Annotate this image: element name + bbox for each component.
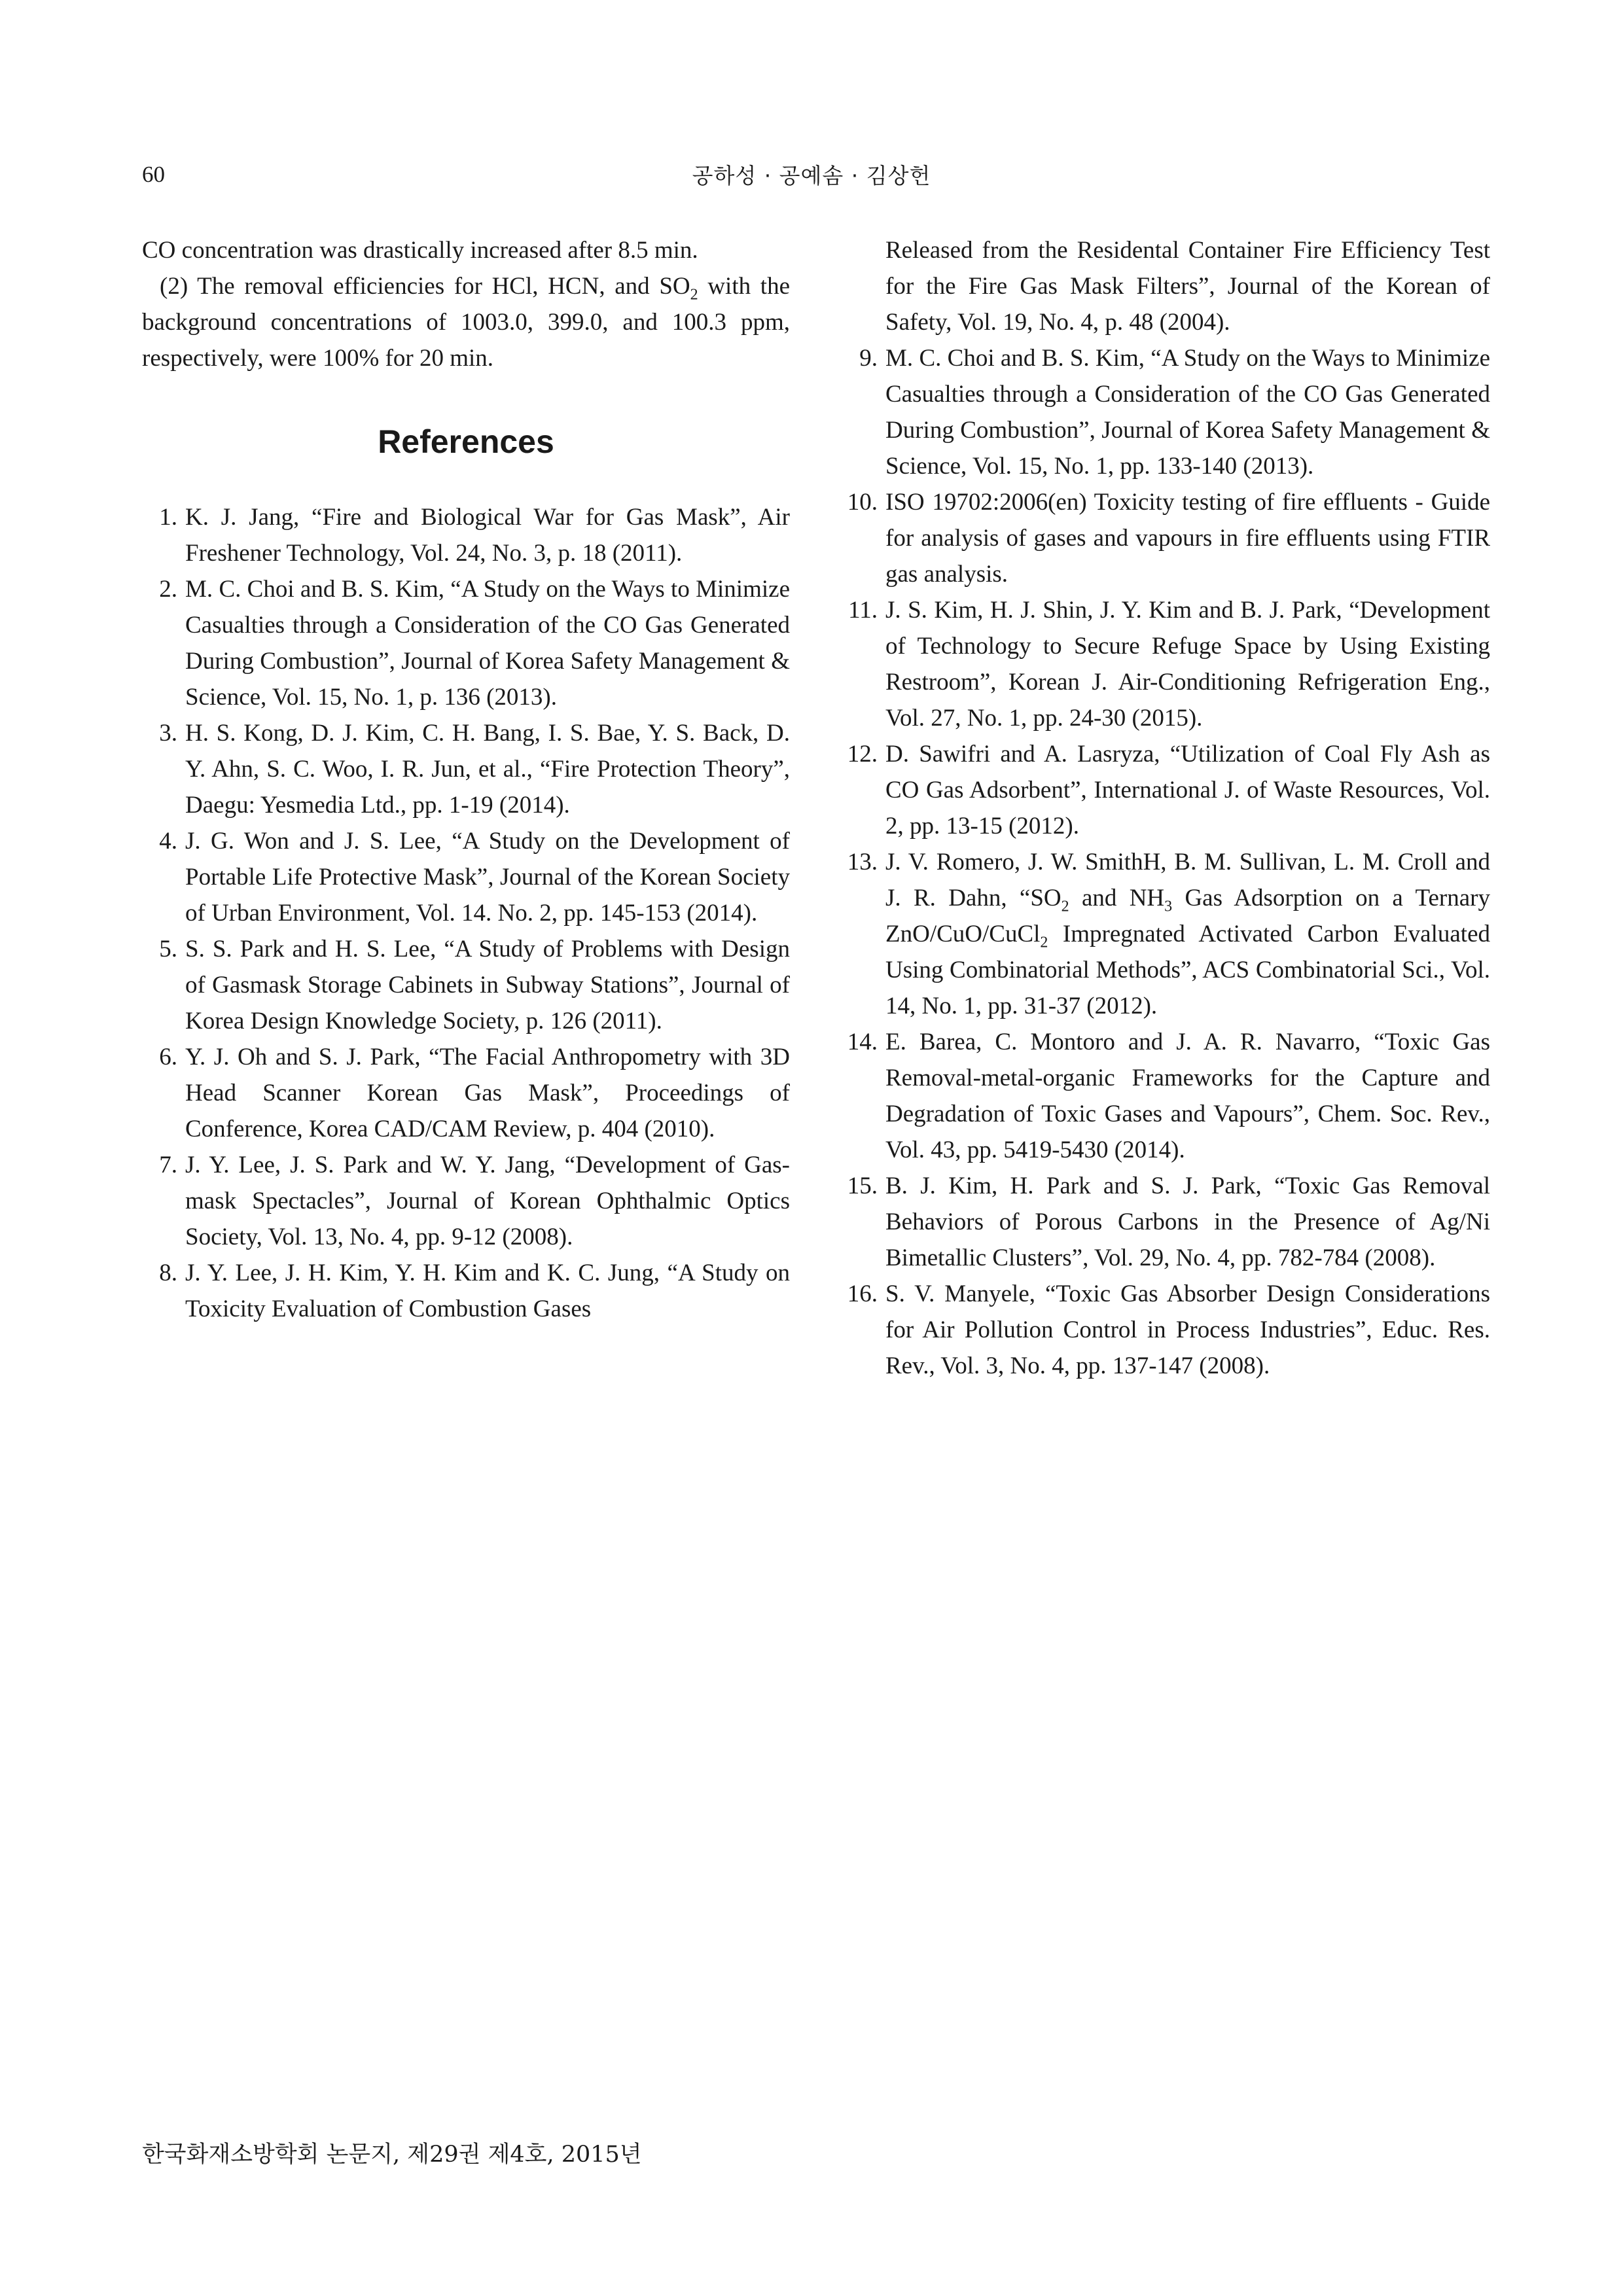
reference-8-continuation: Released from the Residental Container Fire Efficiency Test for the Fire Gas Mask Filters”, Journal of the Korean of Safety, Vol. 19, No. 4, p. 48 (2004). [885,237,1490,336]
body-paragraph-2: (2) The removal efficiencies for HCl, HCN, and $SO_2$ with the background concentrations of 1003.0, 399.0, and 100.3 ppm, respectively, were 100% for 20 min. [142,273,790,372]
reference-item: 12. D. Sawifri and A. Lasryza, “Utilization of Coal Fly Ash as CO Gas Adsorbent”, International J. of Waste Resources, Vol. 2, pp. 13-15 (2012). [847,741,1490,839]
reference-item: 16. S. V. Manyele, “Toxic Gas Absorber Design Considerations for Air Pollution Control in Process Industries”, Educ. Res. Rev., Vol. 3, No. 4, pp. 137-147 (2008). [847,1280,1490,1379]
running-head-authors: 공하성 · 공예솜 · 김상헌 [692,163,931,188]
body-paragraph-1: CO concentration was drastically increased after 8.5 min. [142,237,698,264]
reference-item: 3. H. S. Kong, D. J. Kim, C. H. Bang, I. S. Bae, Y. S. Back, D. Y. Ahn, S. C. Woo, I. R. Jun, et al., “Fire Protection Theory”, Daegu: Yesmedia Ltd., pp. 1-19 (2014). [159,720,790,819]
reference-item: 9. M. C. Choi and B. S. Kim, “A Study on the Ways to Minimize Casualties through a Consideration of the CO Gas Generated During Combustion”, Journal of Korea Safety Management & Science, Vol. 15, No. 1, pp. 133-140 (2013). [859,345,1490,480]
reference-item: 13. J. V. Romero, J. W. SmithH, B. M. Sullivan, L. M. Croll and J. R. Dahn, “$SO_2$ and $NH_3$ Gas Adsorption on a Ternary ZnO/CuO/CuCl$_2$ Impregnated Activated Carbon Evaluated Using Combinatorial Methods”, ACS Combinatorial Sci., Vol. 14, No. 1, pp. 31-37 (2012). [847,849,1490,1019]
reference-item: 7. J. Y. Lee, J. S. Park and W. Y. Jang, “Development of Gas-mask Spectacles”, Journal of Korean Ophthalmic Optics Society, Vol. 13, No. 4, pp. 9-12 (2008). [159,1152,790,1250]
references-heading: References [378,423,554,460]
reference-item: 8. J. Y. Lee, J. H. Kim, Y. H. Kim and K. C. Jung, “A Study on Toxicity Evaluation of Combustion Gases [159,1260,790,1322]
reference-item: 15. B. J. Kim, H. Park and S. J. Park, “Toxic Gas Removal Behaviors of Porous Carbons in the Presence of Ag/Ni Bimetallic Clusters”, Vol. 29, No. 4, pp. 782-784 (2008). [847,1173,1490,1271]
reference-item: 14. E. Barea, C. Montoro and J. A. R. Navarro, “Toxic Gas Removal-metal-organic Frameworks for the Capture and Degradation of Toxic Gases and Vapours”, Chem. Soc. Rev., Vol. 43, pp. 5419-5430 (2014). [847,1029,1490,1163]
reference-list-left [142,499,790,1327]
reference-item: 5. S. S. Park and H. S. Lee, “A Study of Problems with Design of Gasmask Storage Cabinets in Subway Stations”, Journal of Korea Design Knowledge Society, p. 126 (2011). [159,936,790,1034]
reference-item: 4. J. G. Won and J. S. Lee, “A Study on the Development of Portable Life Protective Mask”, Journal of the Korean Society of Urban Environment, Vol. 14. No. 2, pp. 145-153 (2014). [159,828,790,927]
reference-item: 10. ISO 19702:2006(en) Toxicity testing of fire effluents - Guide for analysis of gases and vapours in fire effluents using FTIR gas analysis. [847,489,1490,588]
reference-item: 2. M. C. Choi and B. S. Kim, “A Study on the Ways to Minimize Casualties through a Consideration of the CO Gas Generated During Combustion”, Journal of Korea Safety Management & Science, Vol. 15, No. 1, p. 136 (2013). [159,576,790,711]
journal-footer: 한국화재소방학회 논문지, 제29권 제4호, 2015년 [142,2142,642,2168]
reference-list-right [842,340,1490,1384]
right-column [842,232,1490,1384]
reference-item: 11. J. S. Kim, H. J. Shin, J. Y. Kim and B. J. Park, “Development of Technology to Secure Refuge Space by Using Existing Restroom”, Korean J. Air-Conditioning Refrigeration Eng., Vol. 27, No. 1, pp. 24-30 (2015). [848,597,1490,732]
reference-item: 1. K. J. Jang, “Fire and Biological War for Gas Mask”, Air Freshener Technology, Vol. 24, No. 3, p. 18 (2011). [159,504,790,567]
page-number: 60 [142,162,165,187]
reference-item: 6. Y. J. Oh and S. J. Park, “The Facial Anthropometry with 3D Head Scanner Korean Gas Mask”, Proceedings of Conference, Korea CAD/CAM Review, p. 404 (2010). [159,1044,790,1142]
left-column [142,232,790,1327]
